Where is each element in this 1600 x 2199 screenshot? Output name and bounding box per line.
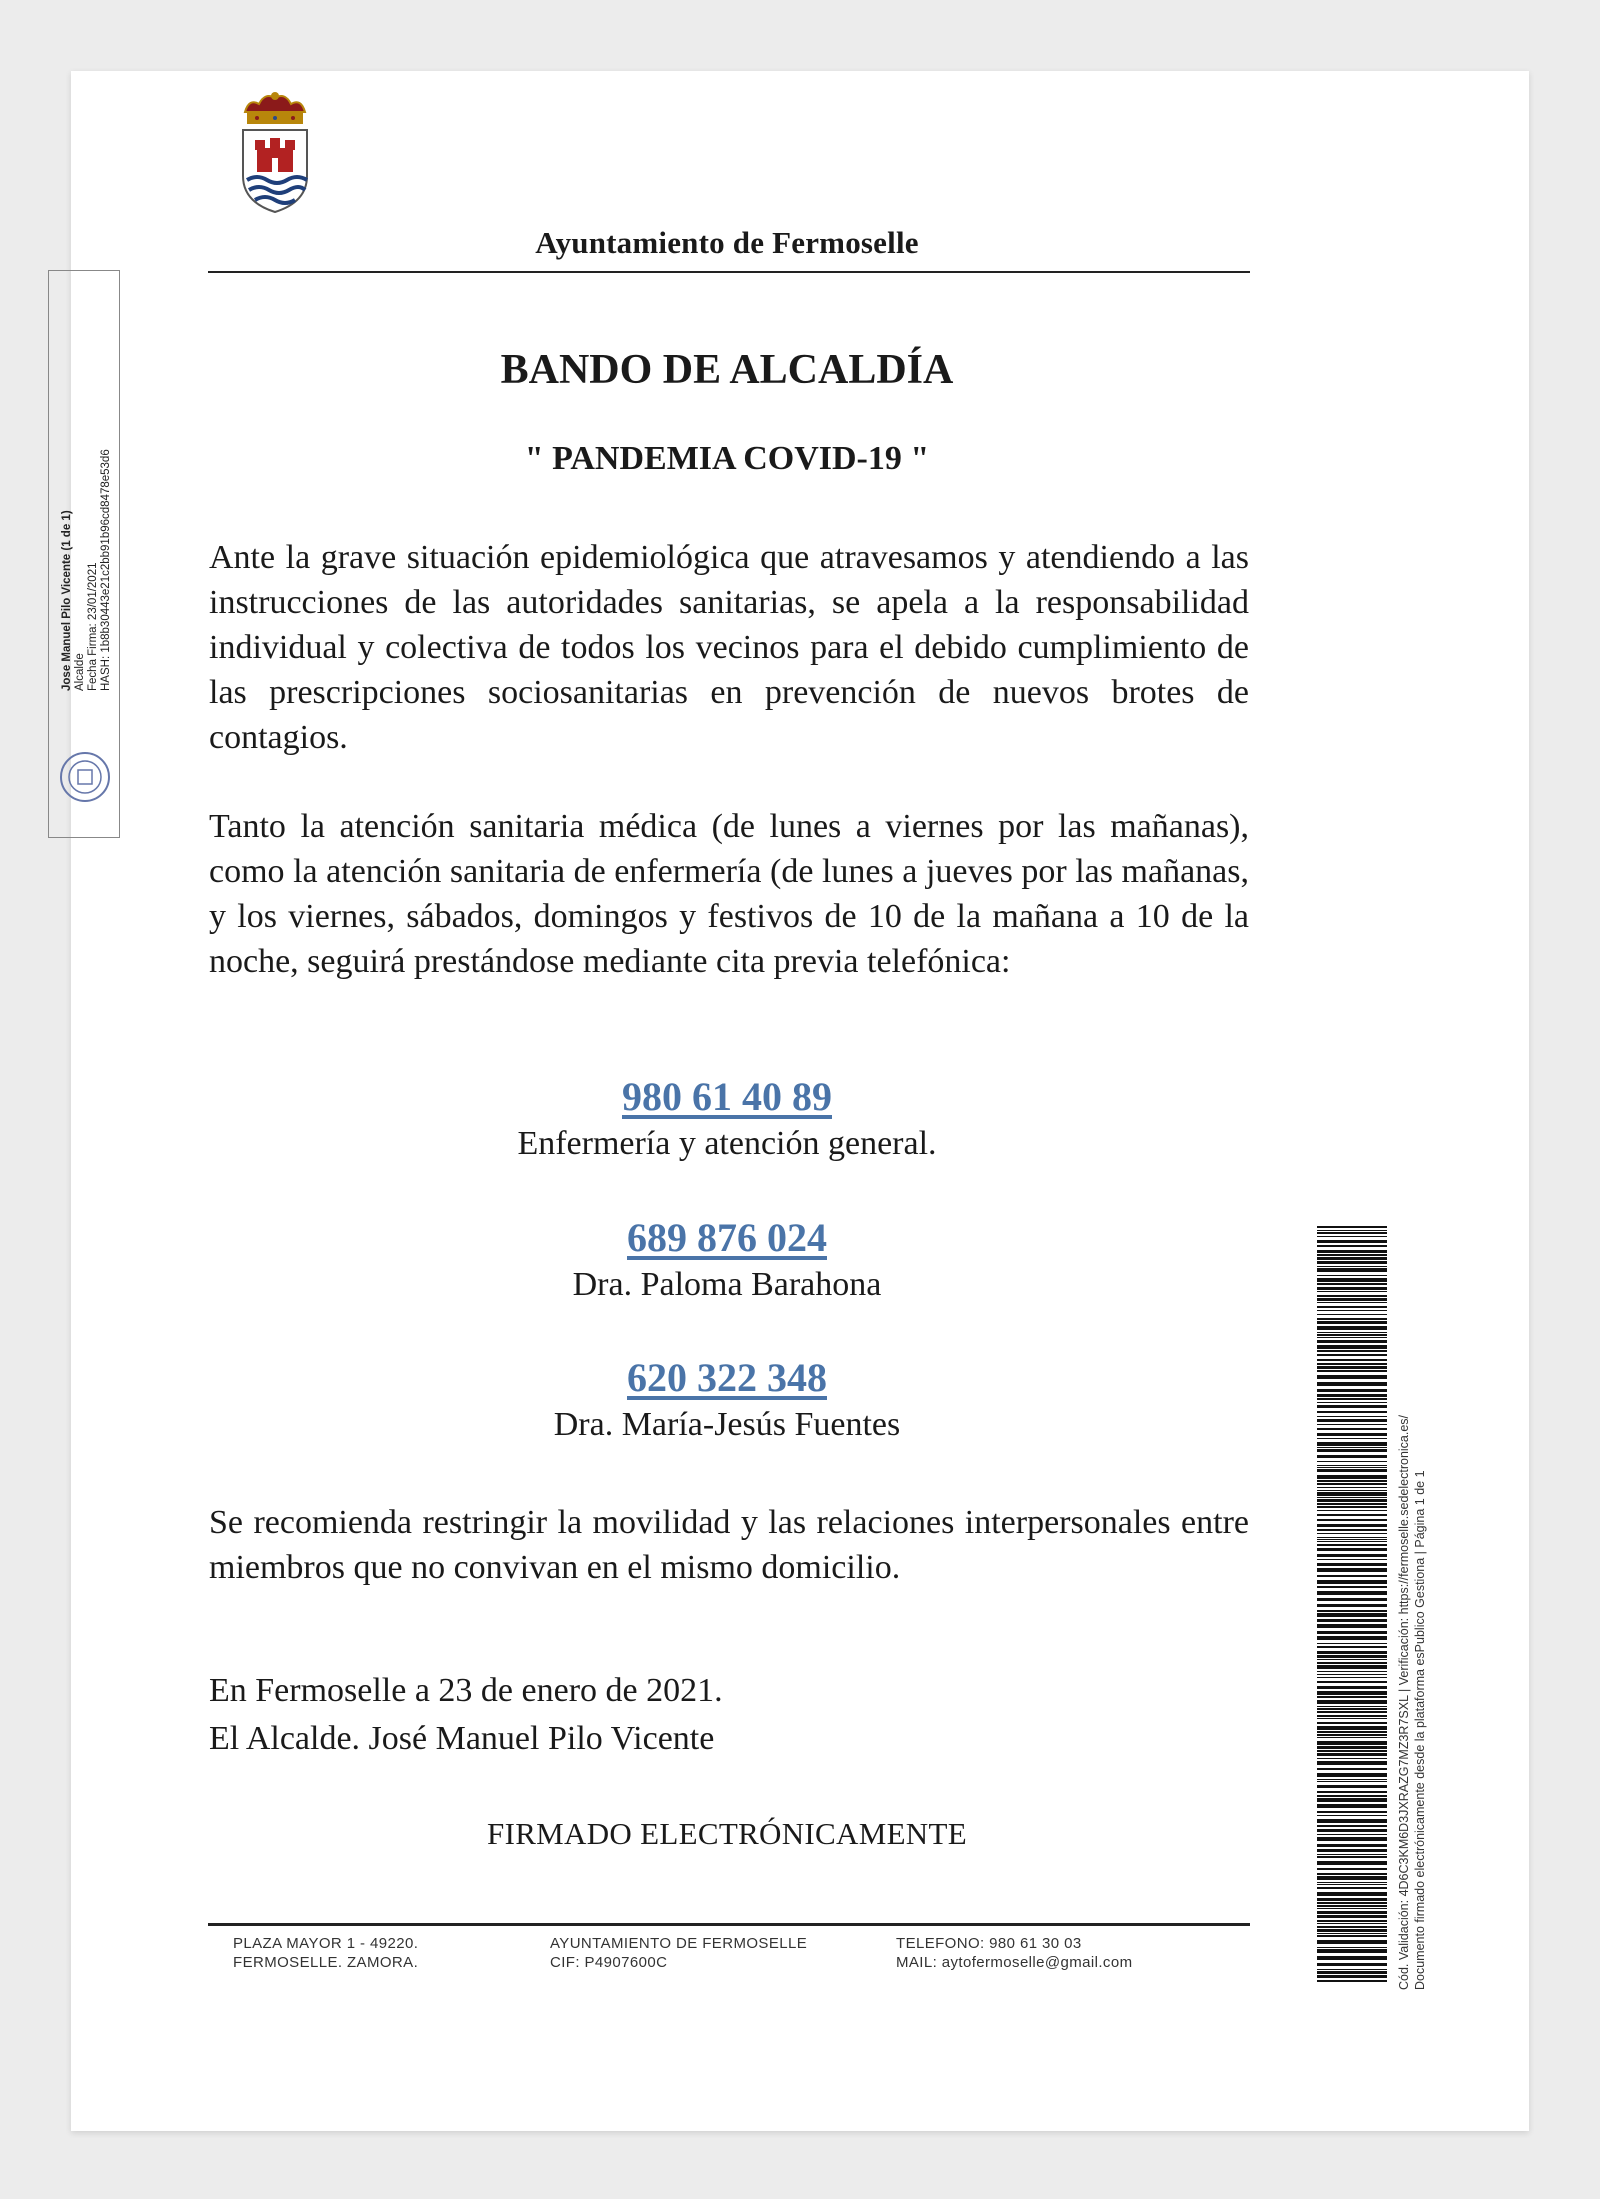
barcode-bar <box>1317 1929 1387 1932</box>
barcode-bar <box>1317 1492 1387 1496</box>
footer-address <box>233 1934 418 1972</box>
barcode-bar <box>1317 1490 1387 1491</box>
barcode-bar <box>1317 1750 1387 1752</box>
barcode-bar <box>1317 1887 1387 1889</box>
barcode-bar <box>1317 1726 1387 1730</box>
barcode-bar <box>1317 1483 1387 1485</box>
barcode-bar <box>1317 1746 1387 1749</box>
barcode-bar <box>1317 1798 1387 1802</box>
barcode-bar <box>1317 1394 1387 1397</box>
barcode-bar <box>1317 1926 1387 1928</box>
barcode-bar <box>1317 1651 1387 1654</box>
barcode-bar <box>1317 1226 1387 1228</box>
barcode-bar <box>1317 1873 1387 1875</box>
phone-block-barahona <box>205 1213 1249 1307</box>
barcode-bar <box>1317 1455 1387 1458</box>
barcode-bar <box>1317 1340 1387 1343</box>
barcode-bar <box>1317 1250 1387 1253</box>
barcode-bar <box>1317 1510 1387 1511</box>
barcode-bar <box>1317 1691 1387 1695</box>
barcode-bar <box>1317 1665 1387 1669</box>
barcode-bar <box>1317 1524 1387 1527</box>
barcode-bar <box>1317 1334 1387 1336</box>
barcode-bar <box>1317 1655 1387 1658</box>
barcode-bar <box>1317 1568 1387 1572</box>
barcode-bar <box>1317 1631 1387 1634</box>
barcode-bar <box>1317 1708 1387 1710</box>
barcode-bar <box>1317 1537 1387 1538</box>
barcode-bar <box>1317 1302 1387 1303</box>
barcode-bar <box>1317 1854 1387 1855</box>
barcode-bar <box>1317 1610 1387 1612</box>
stamp-hash: HASH: 1b8b30443e21c2bb91b96cd8478e53d6 <box>100 449 112 691</box>
barcode-bar <box>1317 1586 1387 1588</box>
signature-stamp-text <box>61 449 113 691</box>
barcode-bar <box>1317 1506 1387 1508</box>
barcode-bar <box>1317 1920 1387 1922</box>
barcode-bar <box>1317 1475 1387 1479</box>
barcode-bar <box>1317 1613 1387 1617</box>
barcode-bar <box>1317 1245 1387 1247</box>
phone-link[interactable]: 689 876 024 <box>627 1215 827 1260</box>
barcode-bar <box>1317 1337 1387 1338</box>
barcode-bar <box>1317 1283 1387 1285</box>
barcode-bar <box>1317 1261 1387 1264</box>
barcode-bar <box>1317 1844 1387 1847</box>
barcode-bar <box>1317 1519 1387 1521</box>
barcode-bar <box>1317 1232 1387 1234</box>
footer-entity-name: AYUNTAMIENTO DE FERMOSELLE <box>550 1935 808 1952</box>
barcode-bar <box>1317 1287 1387 1290</box>
barcode-bar <box>1317 1892 1387 1896</box>
barcode-bar <box>1317 1619 1387 1622</box>
barcode-bar <box>1317 1416 1387 1417</box>
paragraph-intro: Ante la grave situación epidemiológica que atravesamos y atendiendo a las instrucciones de las autoridades sanitarias, se apela a la responsabilidad individual y colectiva de todos los vecinos para el debido cumplimiento de las prescripciones sociosanitarias en prevención de nuevos brotes de contagios. <box>209 539 1249 756</box>
document-subtitle: " PANDEMIA COVID-19 " <box>524 440 930 477</box>
barcode-bar <box>1317 1671 1387 1672</box>
barcode-bar <box>1317 1911 1387 1914</box>
footer-cif: CIF: P4907600C <box>550 1954 668 1971</box>
barcode-bar <box>1317 1419 1387 1422</box>
phone-description: Dra. Paloma Barahona <box>572 1266 882 1303</box>
barcode-bar <box>1317 1643 1387 1644</box>
signature-stamp <box>48 270 120 838</box>
footer-address-line: PLAZA MAYOR 1 - 49220. <box>233 1935 419 1952</box>
barcode-bar <box>1317 1718 1387 1719</box>
barcode-bar <box>1317 1405 1387 1408</box>
stamp-date: Fecha Firma: 23/01/2021 <box>87 562 99 691</box>
barcode-bar <box>1317 1741 1387 1745</box>
electronic-signature-note: FIRMADO ELECTRÓNICAMENTE <box>487 1816 967 1851</box>
barcode-bar <box>1317 1254 1387 1256</box>
footer-entity <box>550 1934 807 1972</box>
barcode-bar <box>1317 1469 1387 1472</box>
phone-block-nursing <box>205 1072 1249 1166</box>
barcode-bar <box>1317 1497 1387 1498</box>
barcode-bar <box>1317 1591 1387 1595</box>
barcode-bar <box>1317 1791 1387 1793</box>
barcode-bar <box>1317 1882 1387 1883</box>
barcode-bar <box>1317 1375 1387 1379</box>
barcode-bar <box>1317 1433 1387 1436</box>
barcode-bar <box>1317 1923 1387 1924</box>
barcode-bar <box>1317 1499 1387 1502</box>
barcode-bar <box>1317 1731 1387 1733</box>
barcode-bar <box>1317 1529 1387 1531</box>
phone-link[interactable]: 620 322 348 <box>627 1355 827 1400</box>
barcode-bar <box>1317 1758 1387 1759</box>
barcode-bar <box>1317 1563 1387 1566</box>
barcode-bar <box>1317 1398 1387 1400</box>
barcode-bar <box>1317 1935 1387 1937</box>
barcode-bar <box>1317 1295 1387 1297</box>
barcode-bar <box>1317 1598 1387 1601</box>
barcode-bar <box>1317 1389 1387 1392</box>
barcode-bar <box>1317 1737 1387 1738</box>
barcode-bar <box>1317 1424 1387 1425</box>
barcode-bar <box>1317 1915 1387 1918</box>
header-divider <box>208 271 1250 273</box>
barcode-bar <box>1317 1310 1387 1311</box>
barcode-bar <box>1317 1856 1387 1858</box>
barcode-bar <box>1317 1359 1387 1361</box>
phone-link[interactable]: 980 61 40 89 <box>622 1074 832 1119</box>
barcode-bar <box>1317 1465 1387 1466</box>
organization-name: Ayuntamiento de Fermoselle <box>535 225 919 260</box>
barcode-bar <box>1317 1940 1387 1944</box>
barcode-bar <box>1317 1706 1387 1707</box>
barcode-bar <box>1317 1428 1387 1430</box>
barcode-bar <box>1317 1696 1387 1698</box>
barcode-bar <box>1317 1402 1387 1403</box>
validation-barcode <box>1317 1226 1387 1984</box>
barcode-bar <box>1317 1768 1387 1770</box>
barcode-bar <box>1317 1382 1387 1386</box>
barcode-bar <box>1317 1674 1387 1675</box>
barcode-bar <box>1317 1902 1387 1904</box>
paragraph-healthcare: Tanto la atención sanitaria médica (de lunes a viernes por las mañanas), como la atención sanitaria de enfermería (de lunes a jueves por las mañanas, y los viernes, sábados, domingos y festivos de 10 de la mañana a 10 de la noche, seguirá prestándose mediante cita previa telefónica: <box>209 808 1249 980</box>
closing-block <box>209 1667 723 1763</box>
barcode-bar <box>1317 1829 1387 1832</box>
barcode-bar <box>1317 1761 1387 1765</box>
barcode-bar <box>1317 1298 1387 1301</box>
seal-icon <box>57 749 113 805</box>
barcode-bar <box>1317 1318 1387 1320</box>
barcode-bar <box>1317 1677 1387 1678</box>
footer-phone: TELEFONO: 980 61 30 03 <box>896 1935 1082 1952</box>
barcode-bar <box>1317 1291 1387 1292</box>
mayor-signature: El Alcalde. José Manuel Pilo Vicente <box>209 1720 715 1757</box>
barcode-bar <box>1317 1350 1387 1352</box>
barcode-bar <box>1317 1980 1387 1982</box>
barcode-bar <box>1317 1963 1387 1966</box>
barcode-bar <box>1317 1575 1387 1577</box>
barcode-bar <box>1317 1487 1387 1488</box>
barcode-bar <box>1317 1898 1387 1901</box>
stamp-signer: Jose Manuel Pilo Vicente (1 de 1) <box>61 510 73 691</box>
barcode-bar <box>1317 1681 1387 1683</box>
barcode-bar <box>1317 1884 1387 1885</box>
barcode-bar <box>1317 1539 1387 1540</box>
barcode-bar <box>1317 1438 1387 1439</box>
barcode-bar <box>1317 1480 1387 1482</box>
barcode-bar <box>1317 1722 1387 1724</box>
barcode-bar <box>1317 1326 1387 1330</box>
barcode-bar <box>1317 1548 1387 1551</box>
barcode-bar <box>1317 1779 1387 1780</box>
barcode-bar <box>1317 1636 1387 1640</box>
stamp-role: Alcalde <box>74 653 86 691</box>
barcode-bar <box>1317 1861 1387 1865</box>
barcode-bar <box>1317 1624 1387 1628</box>
barcode-bar <box>1317 1646 1387 1648</box>
barcode-bar <box>1317 1345 1387 1349</box>
barcode-bar <box>1317 1905 1387 1907</box>
barcode-bar <box>1317 1467 1387 1468</box>
barcode-bar <box>1317 1332 1387 1333</box>
barcode-bar <box>1317 1314 1387 1315</box>
barcode-bar <box>1317 1533 1387 1534</box>
barcode-bar <box>1317 1370 1387 1372</box>
barcode-bar <box>1317 1781 1387 1782</box>
place-date: En Fermoselle a 23 de enero de 2021. <box>209 1672 723 1709</box>
barcode-bar <box>1317 1514 1387 1516</box>
barcode-bar <box>1317 1773 1387 1777</box>
barcode-bar <box>1317 1554 1387 1557</box>
footer-divider <box>208 1923 1250 1926</box>
barcode-bar <box>1317 1804 1387 1808</box>
barcode-bar <box>1317 1734 1387 1736</box>
barcode-bar <box>1317 1266 1387 1267</box>
barcode-bar <box>1317 1559 1387 1560</box>
barcode-bar <box>1317 1949 1387 1953</box>
barcode-bar <box>1317 1971 1387 1974</box>
verification-platform: Documento firmado electrónicamente desde la plataforma esPublico Gestiona | Página 1 de 1 <box>1413 1470 1427 1990</box>
barcode-bar <box>1317 1876 1387 1880</box>
barcode-bar <box>1317 1815 1387 1816</box>
barcode-bar <box>1317 1544 1387 1546</box>
barcode-bar <box>1317 1447 1387 1448</box>
barcode-bar <box>1317 1849 1387 1852</box>
barcode-bar <box>1317 1230 1387 1231</box>
barcode-bar <box>1317 1933 1387 1934</box>
barcode-bar <box>1317 1580 1387 1584</box>
phone-description: Enfermería y atención general. <box>517 1125 937 1162</box>
barcode-bar <box>1317 1969 1387 1970</box>
barcode-bar <box>1317 1275 1387 1276</box>
barcode-bar <box>1317 1753 1387 1756</box>
barcode-bar <box>1317 1956 1387 1960</box>
barcode-bar <box>1317 1811 1387 1813</box>
barcode-bar <box>1317 1715 1387 1717</box>
barcode-bar <box>1317 1868 1387 1870</box>
barcode-bar <box>1317 1278 1387 1282</box>
barcode-bar <box>1317 1819 1387 1823</box>
footer-contact <box>896 1934 1132 1972</box>
barcode-bar <box>1317 1947 1387 1948</box>
barcode-bar <box>1317 1321 1387 1324</box>
verification-code: Cód. Validación: 4D6C3KM6D3JXRAZG7MZ3R7SXL | Verificación: https://fermoselle.sedelectronica.es/ <box>1397 1414 1411 1990</box>
barcode-bar <box>1317 1662 1387 1664</box>
barcode-bar <box>1317 1785 1387 1788</box>
verification-text <box>1396 1415 1428 1990</box>
barcode-bar <box>1317 1908 1387 1909</box>
phone-description: Dra. María-Jesús Fuentes <box>553 1406 901 1443</box>
barcode-bar <box>1317 1825 1387 1827</box>
barcode-bar <box>1317 1306 1387 1308</box>
barcode-bar <box>1317 1659 1387 1660</box>
barcode-bar <box>1317 1442 1387 1446</box>
barcode-bar <box>1317 1837 1387 1841</box>
barcode-bar <box>1317 1503 1387 1505</box>
barcode-bar <box>1317 1411 1387 1413</box>
barcode-bar <box>1317 1236 1387 1237</box>
barcode-bar <box>1317 1700 1387 1704</box>
barcode-bar <box>1317 1686 1387 1689</box>
barcode-bar <box>1317 1975 1387 1978</box>
barcode-bar <box>1317 1795 1387 1797</box>
barcode-bar <box>1317 1240 1387 1243</box>
barcode-bar <box>1317 1268 1387 1272</box>
barcode-bar <box>1317 1834 1387 1835</box>
coat-of-arms-logo <box>235 90 315 220</box>
barcode-bar <box>1317 1366 1387 1369</box>
footer-address-line: FERMOSELLE. ZAMORA. <box>233 1954 419 1971</box>
barcode-bar <box>1317 1363 1387 1365</box>
document-title: BANDO DE ALCALDÍA <box>500 347 954 393</box>
footer-mail: MAIL: aytofermoselle@gmail.com <box>896 1954 1133 1971</box>
barcode-bar <box>1317 1257 1387 1260</box>
paragraph-recommendation: Se recomienda restringir la movilidad y las relaciones interpersonales entre miembros que no convivan en el mismo domicilio. <box>209 1504 1249 1586</box>
barcode-bar <box>1317 1604 1387 1607</box>
barcode-bar <box>1317 1711 1387 1713</box>
barcode-bar <box>1317 1461 1387 1462</box>
barcode-bar <box>1317 1449 1387 1452</box>
barcode-bar <box>1317 1354 1387 1356</box>
phone-block-fuentes <box>205 1353 1249 1447</box>
barcode-bar <box>1317 1541 1387 1542</box>
